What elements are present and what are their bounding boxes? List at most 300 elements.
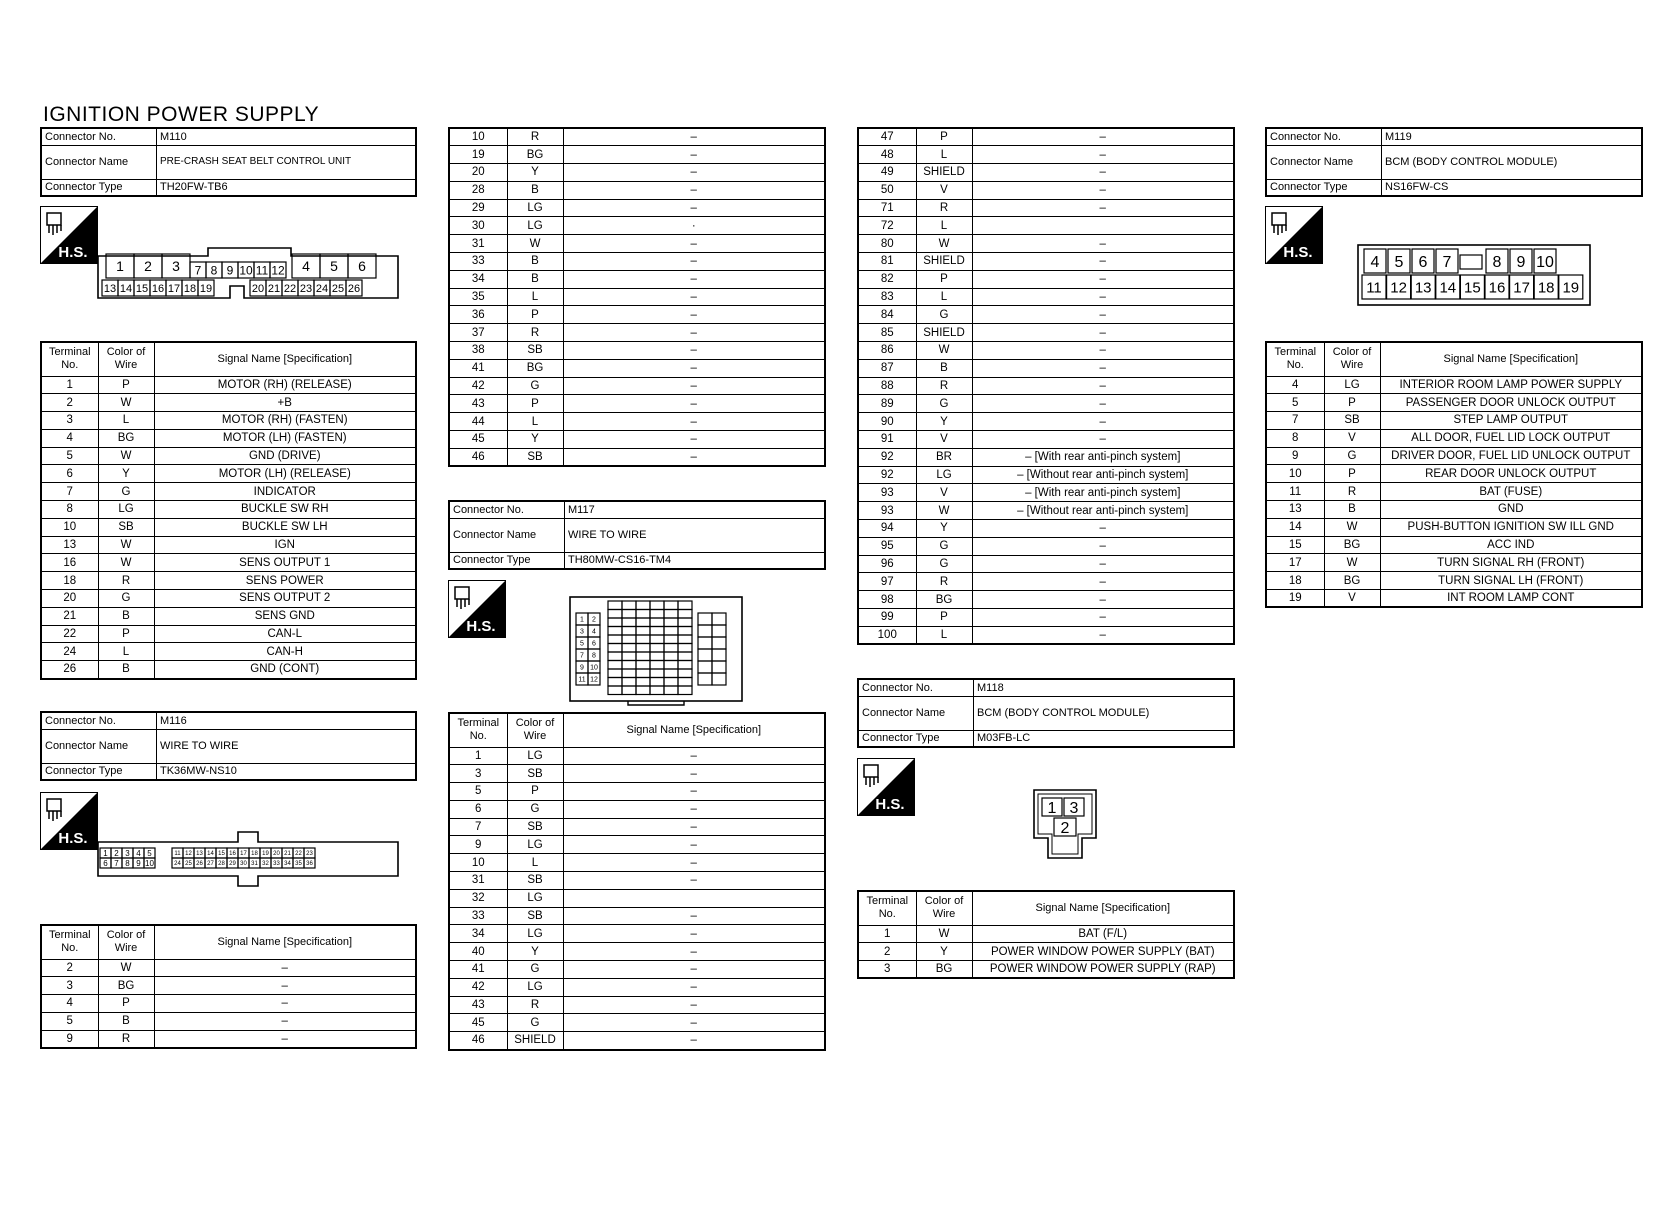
m119-pin-label: 7 xyxy=(1442,253,1452,271)
table-row xyxy=(41,394,416,412)
terminal-no: 45 xyxy=(449,1014,507,1032)
signal-name: – xyxy=(972,591,1234,609)
m117-pin-cavity xyxy=(650,661,664,670)
signal-name: – xyxy=(972,342,1234,360)
label-connector-no: Connector No. xyxy=(1266,128,1382,145)
signal-name: – xyxy=(563,395,825,413)
terminal-no: 4 xyxy=(41,995,98,1013)
wire-color: L xyxy=(916,146,972,164)
m117-pin-cavity xyxy=(622,627,636,636)
terminal-no: 49 xyxy=(858,164,916,182)
table-row xyxy=(449,431,825,449)
m117-pin-cavity xyxy=(678,661,692,670)
wire-color: P xyxy=(507,395,563,413)
wire-color: SHIELD xyxy=(916,164,972,182)
wire-color: SHIELD xyxy=(507,1032,563,1050)
col-signal: Signal Name [Specification] xyxy=(154,342,416,376)
m110-pin-label: 18 xyxy=(183,282,197,295)
signal-name: SENS OUTPUT 1 xyxy=(154,554,416,572)
wire-color: BG xyxy=(98,977,154,995)
signal-name: – xyxy=(563,961,825,979)
wire-color: SB xyxy=(507,907,563,925)
table-row xyxy=(449,235,825,253)
m117-pin-cavity xyxy=(636,635,650,644)
m117-pin-label: 5 xyxy=(580,640,584,648)
table-row xyxy=(858,377,1234,395)
terminal-no: 44 xyxy=(449,413,507,431)
terminal-no: 6 xyxy=(41,465,98,483)
m117-pin-label: 8 xyxy=(592,652,596,660)
m118-pin-label: 2 xyxy=(1060,819,1070,837)
m117-pin-cavity xyxy=(678,652,692,661)
table-row xyxy=(449,854,825,872)
table-row xyxy=(41,590,416,608)
m116-pin-label: 26 xyxy=(196,861,203,868)
m117-pin-cavity xyxy=(664,635,678,644)
terminal-no: 81 xyxy=(858,253,916,271)
m117-pin-cavity xyxy=(608,635,622,644)
signal-name: – xyxy=(972,288,1234,306)
signal-name: – xyxy=(154,1012,416,1030)
signal-name: – [With rear anti-pinch system] xyxy=(972,448,1234,466)
m117-pin-cavity xyxy=(712,625,726,637)
m116-pin-label: 14 xyxy=(207,851,214,858)
signal-name: BUCKLE SW LH xyxy=(154,518,416,536)
m117-pin-cavity xyxy=(698,613,712,625)
table-row xyxy=(858,591,1234,609)
m110-pin-label: 17 xyxy=(167,282,181,295)
m110-pin-label: 21 xyxy=(267,282,281,295)
terminal-no: 80 xyxy=(858,235,916,253)
terminal-no: 37 xyxy=(449,324,507,342)
col-signal: Signal Name [Specification] xyxy=(563,713,825,747)
m117-pin-cavity xyxy=(664,618,678,627)
wire-color: V xyxy=(916,484,972,502)
terminal-no: 18 xyxy=(41,572,98,590)
wire-color: Y xyxy=(507,164,563,182)
wire-color: B xyxy=(1324,501,1380,519)
signal-name: – xyxy=(563,783,825,801)
wire-color: P xyxy=(507,306,563,324)
wire-color: R xyxy=(507,996,563,1014)
signal-name: BAT (F/L) xyxy=(972,925,1234,943)
table-row xyxy=(449,907,825,925)
harness-side-icon xyxy=(40,792,98,850)
label-connector-name: Connector Name xyxy=(858,696,974,730)
wire-color: L xyxy=(98,412,154,430)
signal-name: – xyxy=(972,626,1234,644)
wire-color: LG xyxy=(507,199,563,217)
table-row xyxy=(858,626,1234,644)
signal-name: – xyxy=(563,181,825,199)
wire-color: LG xyxy=(1324,376,1380,394)
wire-color: LG xyxy=(507,978,563,996)
signal-name: – xyxy=(972,395,1234,413)
wire-color: L xyxy=(507,854,563,872)
wire-color: SB xyxy=(1324,412,1380,430)
page-title: IGNITION POWER SUPPLY xyxy=(43,103,320,126)
wire-color: W xyxy=(98,959,154,977)
table-row xyxy=(858,943,1234,961)
terminal-no: 48 xyxy=(858,146,916,164)
wire-color: LG xyxy=(98,501,154,519)
table-row xyxy=(858,235,1234,253)
terminal-no: 10 xyxy=(449,128,507,146)
wire-color: W xyxy=(1324,518,1380,536)
terminal-no: 5 xyxy=(41,1012,98,1030)
m117-pin-cavity xyxy=(664,661,678,670)
m116-pin-label: 24 xyxy=(174,861,181,868)
wire-color: BG xyxy=(916,591,972,609)
signal-name: – xyxy=(972,359,1234,377)
wire-color: G xyxy=(507,377,563,395)
signal-name xyxy=(972,217,1234,235)
m116-pin-label: 29 xyxy=(229,861,236,868)
m116-pin-label: 27 xyxy=(207,861,214,868)
terminal-no: 98 xyxy=(858,591,916,609)
signal-name: – xyxy=(563,413,825,431)
signal-name: GND xyxy=(1380,501,1642,519)
m116-pin-label: 28 xyxy=(218,861,225,868)
m110-pin-label: 22 xyxy=(283,282,297,295)
wire-color: SB xyxy=(507,342,563,360)
m117-pin-cavity xyxy=(698,637,712,649)
signal-name: – xyxy=(154,977,416,995)
harness-side-icon xyxy=(40,206,98,264)
signal-name: POWER WINDOW POWER SUPPLY (RAP) xyxy=(972,961,1234,979)
terminal-no: 42 xyxy=(449,978,507,996)
m117-pin-cavity xyxy=(636,652,650,661)
m117-pin-cavity xyxy=(650,610,664,619)
table-row xyxy=(41,995,416,1013)
col-color: Color of Wire xyxy=(916,891,972,925)
signal-name: – xyxy=(972,199,1234,217)
signal-name: – xyxy=(563,324,825,342)
hs-label: H.S. xyxy=(58,830,88,847)
table-row xyxy=(858,342,1234,360)
wire-color: BG xyxy=(507,359,563,377)
m117-pin-cavity xyxy=(622,669,636,678)
wire-color: W xyxy=(1324,554,1380,572)
col-terminal: Terminal No. xyxy=(41,925,98,959)
terminal-no: 21 xyxy=(41,607,98,625)
table-row xyxy=(449,306,825,324)
wire-color: W xyxy=(916,235,972,253)
m117-pin-cavity xyxy=(622,601,636,610)
table-row xyxy=(858,925,1234,943)
m117-pin-cavity xyxy=(712,649,726,661)
table-row xyxy=(858,537,1234,555)
table-row xyxy=(449,836,825,854)
m117-pin-cavity xyxy=(712,613,726,625)
m110-pin-label: 10 xyxy=(239,263,253,278)
terminal-no: 31 xyxy=(449,872,507,890)
terminal-no: 3 xyxy=(858,961,916,979)
signal-name: DRIVER DOOR, FUEL LID UNLOCK OUTPUT xyxy=(1380,447,1642,465)
wire-color: SHIELD xyxy=(916,324,972,342)
wire-color: R xyxy=(507,324,563,342)
table-row xyxy=(41,959,416,977)
terminal-no: 13 xyxy=(1266,501,1324,519)
label-connector-name: Connector Name xyxy=(41,145,157,179)
wire-color: R xyxy=(98,572,154,590)
m116-pin-label: 13 xyxy=(196,851,203,858)
signal-name: – xyxy=(563,146,825,164)
wire-color: P xyxy=(98,625,154,643)
table-row xyxy=(1266,483,1642,501)
label-connector-no: Connector No. xyxy=(41,128,157,145)
table-row xyxy=(41,572,416,590)
terminal-no: 42 xyxy=(449,377,507,395)
table-row xyxy=(449,217,825,235)
terminal-no: 7 xyxy=(41,483,98,501)
wire-color: G xyxy=(507,1014,563,1032)
m118-name: BCM (BODY CONTROL MODULE) xyxy=(974,696,1235,730)
terminal-no: 14 xyxy=(1266,518,1324,536)
m117-connector-info xyxy=(448,500,826,570)
wire-color: BG xyxy=(1324,536,1380,554)
m117-connector-face xyxy=(568,595,744,707)
table-row xyxy=(41,501,416,519)
table-row xyxy=(858,555,1234,573)
terminal-no: 28 xyxy=(449,181,507,199)
table-row xyxy=(41,1030,416,1048)
wire-color: LG xyxy=(507,747,563,765)
table-row xyxy=(1266,518,1642,536)
table-row xyxy=(41,625,416,643)
m117-pin-cavity xyxy=(636,678,650,687)
m117-pin-cavity xyxy=(712,637,726,649)
table-row xyxy=(858,270,1234,288)
signal-name: TURN SIGNAL RH (FRONT) xyxy=(1380,554,1642,572)
table-row xyxy=(858,128,1234,146)
terminal-no: 18 xyxy=(1266,572,1324,590)
terminal-no: 2 xyxy=(41,394,98,412)
label-connector-no: Connector No. xyxy=(41,712,157,729)
m116-pin-label: 8 xyxy=(125,858,130,868)
wire-color: B xyxy=(98,607,154,625)
m118-connector-face xyxy=(1030,788,1100,860)
signal-name: +B xyxy=(154,394,416,412)
signal-name: – xyxy=(154,1030,416,1048)
signal-name: – xyxy=(563,235,825,253)
m117-pin-cavity xyxy=(698,625,712,637)
m117-pin-cavity xyxy=(608,627,622,636)
wire-color: R xyxy=(98,1030,154,1048)
m117-pin-cavity xyxy=(664,669,678,678)
hs-label: H.S. xyxy=(466,618,496,635)
m110-pin-label: 14 xyxy=(119,282,133,295)
table-row xyxy=(858,413,1234,431)
terminal-no: 89 xyxy=(858,395,916,413)
signal-name: – xyxy=(972,235,1234,253)
terminal-no: 41 xyxy=(449,961,507,979)
m119-pin-label: 15 xyxy=(1464,279,1481,297)
m117-pin-cavity xyxy=(622,635,636,644)
m117-pin-label: 12 xyxy=(590,676,598,684)
wire-color: B xyxy=(507,270,563,288)
wire-color: LG xyxy=(507,925,563,943)
terminal-no: 9 xyxy=(449,836,507,854)
signal-name: – xyxy=(972,537,1234,555)
table-row xyxy=(449,413,825,431)
terminal-no: 94 xyxy=(858,520,916,538)
m110-pin-label: 4 xyxy=(302,258,310,275)
terminal-no: 6 xyxy=(449,800,507,818)
m116-pin-label: 9 xyxy=(136,858,141,868)
terminal-no: 5 xyxy=(1266,394,1324,412)
table-row xyxy=(858,573,1234,591)
label-connector-name: Connector Name xyxy=(41,729,157,763)
m117-pin-cavity xyxy=(636,669,650,678)
m119-no: M119 xyxy=(1382,128,1643,145)
table-row xyxy=(858,431,1234,449)
m117-pin-cavity xyxy=(636,610,650,619)
table-row xyxy=(1266,447,1642,465)
table-row xyxy=(449,783,825,801)
terminal-no: 20 xyxy=(41,590,98,608)
table-row xyxy=(449,359,825,377)
table-row xyxy=(41,554,416,572)
wire-color: G xyxy=(916,537,972,555)
m117-pin-cavity xyxy=(622,618,636,627)
terminal-no: 71 xyxy=(858,199,916,217)
m117-type: TH80MW-CS16-TM4 xyxy=(565,552,826,569)
m117-pin-cavity xyxy=(622,678,636,687)
m117-pin-label: 7 xyxy=(580,652,584,660)
m117-pin-cavity xyxy=(650,627,664,636)
m110-pin-label: 19 xyxy=(199,282,213,295)
terminal-no: 3 xyxy=(449,765,507,783)
signal-name: – xyxy=(972,164,1234,182)
label-connector-no: Connector No. xyxy=(858,679,974,696)
m110-connector-info xyxy=(40,127,417,197)
signal-name: POWER WINDOW POWER SUPPLY (BAT) xyxy=(972,943,1234,961)
table-row xyxy=(41,483,416,501)
wire-color: G xyxy=(916,555,972,573)
m117-pin-cavity xyxy=(664,627,678,636)
wire-color: W xyxy=(98,554,154,572)
wire-color: LG xyxy=(507,217,563,235)
table-row xyxy=(41,536,416,554)
signal-name: MOTOR (RH) (FASTEN) xyxy=(154,412,416,430)
terminal-no: 10 xyxy=(41,518,98,536)
label-connector-type: Connector Type xyxy=(41,763,157,780)
wire-color: G xyxy=(507,961,563,979)
terminal-no: 20 xyxy=(449,164,507,182)
m116-pin-label: 4 xyxy=(136,848,141,858)
table-row xyxy=(41,376,416,394)
signal-name: – xyxy=(563,199,825,217)
table-row xyxy=(449,181,825,199)
terminal-no: 8 xyxy=(1266,429,1324,447)
m117-pin-label: 1 xyxy=(580,616,584,624)
wire-color: R xyxy=(916,199,972,217)
signal-name: – xyxy=(972,306,1234,324)
m119-pin-label: 10 xyxy=(1536,253,1554,271)
wire-color: L xyxy=(916,626,972,644)
signal-name: – xyxy=(154,995,416,1013)
m116-pin-label: 6 xyxy=(103,858,108,868)
m117-pin-cavity xyxy=(698,649,712,661)
m119-connector-face xyxy=(1356,243,1592,307)
m117-pin-cavity xyxy=(698,673,712,685)
table-row xyxy=(858,448,1234,466)
signal-name: – xyxy=(563,818,825,836)
m116-pin-label: 3 xyxy=(125,848,130,858)
terminal-no: 30 xyxy=(449,217,507,235)
m119-connector-info xyxy=(1265,127,1643,197)
table-row xyxy=(858,181,1234,199)
m110-pin-label: 24 xyxy=(315,282,329,295)
terminal-no: 1 xyxy=(858,925,916,943)
m117-pin-cavity xyxy=(678,669,692,678)
wire-color: SB xyxy=(507,872,563,890)
wire-color: W xyxy=(98,394,154,412)
harness-side-icon-graphic xyxy=(41,207,97,263)
col-color: Color of Wire xyxy=(98,342,154,376)
signal-name: – xyxy=(563,1032,825,1050)
table-row xyxy=(449,961,825,979)
terminal-no: 47 xyxy=(858,128,916,146)
wire-color: SB xyxy=(507,818,563,836)
terminal-no: 2 xyxy=(858,943,916,961)
m116-pin-label: 33 xyxy=(273,861,280,868)
signal-name: MOTOR (RH) (RELEASE) xyxy=(154,376,416,394)
m119-pin-label: 11 xyxy=(1366,279,1382,297)
signal-name: – xyxy=(563,1014,825,1032)
signal-name: · xyxy=(563,217,825,235)
table-row xyxy=(449,800,825,818)
wire-color: W xyxy=(916,925,972,943)
m117-pin-cavity xyxy=(608,601,622,610)
table-row xyxy=(449,943,825,961)
signal-name: – xyxy=(563,377,825,395)
table-row xyxy=(449,324,825,342)
terminal-no: 34 xyxy=(449,270,507,288)
signal-name: – xyxy=(972,146,1234,164)
m117-pin-cavity xyxy=(622,610,636,619)
signal-name: – xyxy=(563,342,825,360)
m117-pin-cavity xyxy=(636,661,650,670)
m116-pin-label: 25 xyxy=(185,861,192,868)
wire-color: Y xyxy=(98,465,154,483)
terminal-no: 99 xyxy=(858,609,916,627)
wire-color: Y xyxy=(916,520,972,538)
m119-pin-label: 17 xyxy=(1513,279,1530,297)
table-row xyxy=(858,520,1234,538)
signal-name: – xyxy=(972,520,1234,538)
col-color: Color of Wire xyxy=(98,925,154,959)
m110-pin-label: 6 xyxy=(358,258,366,275)
m118-connector-info xyxy=(857,678,1235,748)
m117-continued-table xyxy=(448,127,826,467)
terminal-no: 91 xyxy=(858,431,916,449)
signal-name: STEP LAMP OUTPUT xyxy=(1380,412,1642,430)
m117-pin-cavity xyxy=(650,635,664,644)
terminal-no: 46 xyxy=(449,1032,507,1050)
terminal-no: 43 xyxy=(449,996,507,1014)
m117-pin-cavity xyxy=(622,644,636,653)
terminal-no: 93 xyxy=(858,484,916,502)
m116-no: M116 xyxy=(157,712,417,729)
m117-name: WIRE TO WIRE xyxy=(565,518,826,552)
m116-type: TK36MW-NS10 xyxy=(157,763,417,780)
terminal-no: 11 xyxy=(1266,483,1324,501)
terminal-no: 22 xyxy=(41,625,98,643)
m118-type: M03FB-LC xyxy=(974,730,1235,747)
wire-color: SB xyxy=(507,448,563,466)
